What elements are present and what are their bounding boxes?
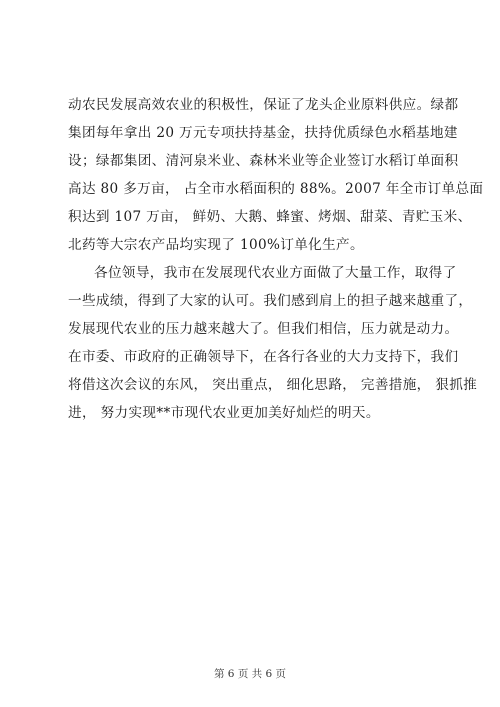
page-number-footer: 第 6 页 共 6 页 — [213, 668, 287, 680]
paragraph-1-line-4: 高达 80 多万亩， 占全市水稻面积的 88%。2007 年全市订单总面 — [68, 181, 484, 197]
paragraph-2-line-4: 在市委、市政府的正确领导下，在各行各业的大力支持下，我们 — [68, 349, 459, 365]
paragraph-1-line-5: 积达到 107 万亩， 鲜奶、大鹅、蜂蜜、烤烟、甜菜、青贮玉米、 — [68, 209, 472, 225]
paragraph-1-line-3: 设；绿都集团、清河泉米业、森林米业等企业签订水稻订单面积 — [68, 153, 459, 169]
paragraph-2-line-2: 一些成绩，得到了大家的认可。我们感到肩上的担子越来越重了， — [68, 293, 473, 309]
paragraph-1-line-2: 集团每年拿出 20 万元专项扶持基金，扶持优质绿色水稻基地建 — [68, 125, 458, 141]
paragraph-1-line-6: 北药等大宗农产品均实现了 100%订单化生产。 — [68, 237, 364, 253]
paragraph-2-line-6: 进， 努力实现**市现代农业更加美好灿烂的明天。 — [68, 405, 380, 421]
paragraph-2-line-5: 将借这次会议的东风， 突出重点， 细化思路， 完善措施， 狠抓推 — [68, 377, 478, 393]
paragraph-2-line-3: 发展现代农业的压力越来越大了。但我们相信，压力就是动力。 — [68, 321, 459, 337]
paragraph-1-line-1: 动农民发展高效农业的积极性，保证了龙头企业原料供应。绿都 — [68, 97, 459, 113]
paragraph-2-line-1: 各位领导，我市在发展现代农业方面做了大量工作，取得了 — [94, 265, 457, 281]
